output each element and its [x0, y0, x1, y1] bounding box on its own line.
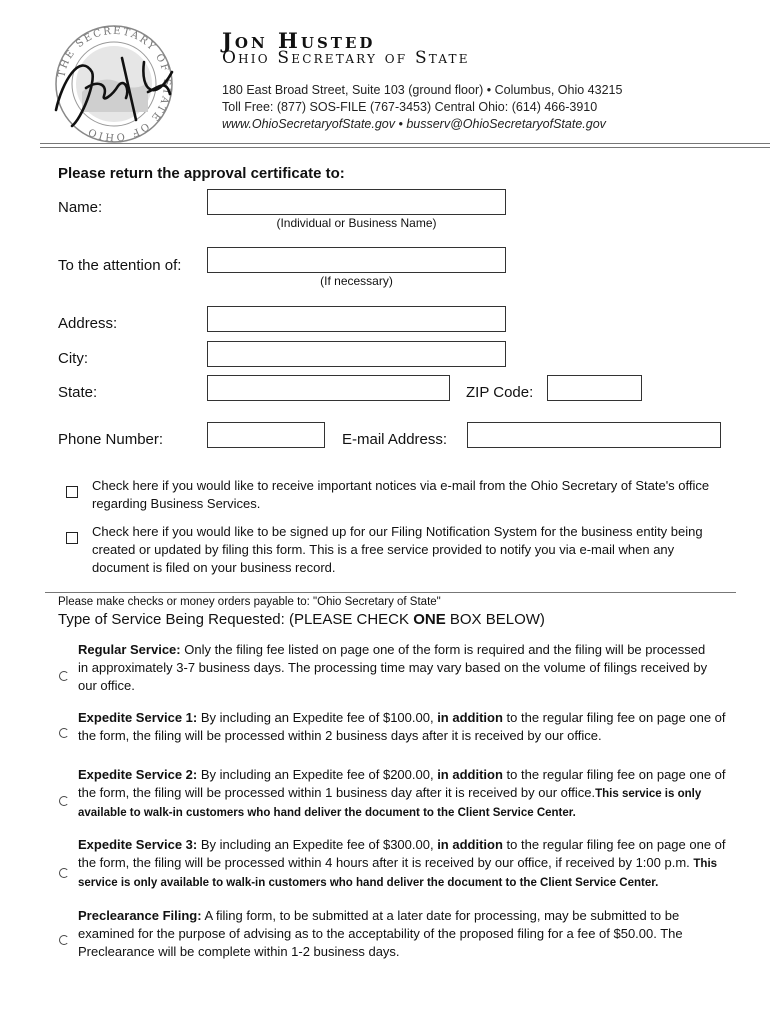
expedite-3-text: Expedite Service 3: By including an Expedite fee of $300.00, in addition to the regular filing fee on page one of the form, the filing will be processed within 4 hours after it is received by our office, if received by 1:00 p.m. This service is only available to walk-in customers who hand deliver the document to the Client Service Center.: [78, 837, 726, 889]
email-input[interactable]: [467, 422, 721, 448]
office-web: www.OhioSecretaryofState.gov • busserv@OhioSecretaryofState.gov: [222, 117, 606, 131]
expedite-1-radio[interactable]: [59, 728, 69, 738]
zip-label: ZIP Code:: [466, 384, 534, 401]
address-input[interactable]: [207, 306, 506, 332]
phone-input[interactable]: [207, 422, 325, 448]
payable-note: Please make checks or money orders payable to: "Ohio Secretary of State": [58, 596, 441, 608]
notification-text: Check here if you would like to be signed up for our Filing Notification System for the business entity being created or updated by filing this form. This is a free service provided to notify you via e-mail when any document is filed on your business record.: [92, 524, 703, 575]
expedite-3-radio[interactable]: [59, 868, 69, 878]
city-input[interactable]: [207, 341, 506, 367]
city-label: City:: [58, 350, 88, 367]
phone-label: Phone Number:: [58, 431, 164, 448]
attention-hint: (If necessary): [320, 274, 393, 288]
state-input[interactable]: [207, 375, 450, 401]
regular-service-text: Regular Service: Only the filing fee listed on page one of the form is required and the filing will be processed in approximately 3-7 business days. The processing time may vary based on the volume of filings received by our office.: [78, 642, 708, 693]
service-heading: Type of Service Being Requested: (PLEASE CHECK ONE BOX BELOW): [58, 611, 545, 628]
office-address: 180 East Broad Street, Suite 103 (ground floor) • Columbus, Ohio 43215: [222, 83, 623, 97]
expedite-2-text: Expedite Service 2: By including an Expedite fee of $200.00, in addition to the regular filing fee on page one of the form, the filing will be processed within 1 business day after it is received by our office.This service is only available to walk-in customers who hand deliver the document to the Client Service Center.: [78, 767, 726, 819]
attention-label: To the attention of:: [58, 257, 182, 274]
one-emphasis: ONE: [413, 611, 446, 628]
notices-checkbox[interactable]: [66, 486, 78, 498]
name-input[interactable]: [207, 189, 506, 215]
name-label: Name:: [58, 199, 103, 216]
notification-checkbox[interactable]: [66, 532, 78, 544]
zip-input[interactable]: [547, 375, 642, 401]
preclearance-text: Preclearance Filing: A filing form, to be submitted at a later date for processing, may be submitted to be examined for the purpose of advising as to the acceptability of the proposed filing for a fee of $50.00. The Preclearance will be complete within 1-2 business days.: [78, 908, 683, 959]
header-divider: [40, 143, 770, 144]
expedite-2-radio[interactable]: [59, 796, 69, 806]
name-hint: (Individual or Business Name): [276, 216, 437, 230]
secretary-of-state-seal: [52, 22, 176, 146]
form-title: Please return the approval certificate to:: [58, 165, 345, 182]
service-divider: [45, 592, 736, 593]
expedite-1-text: Expedite Service 1: By including an Expedite fee of $100.00, in addition to the regular filing fee on page one of the form, the filing will be processed within 2 business days after it is received by our office.: [78, 710, 726, 743]
preclearance-radio[interactable]: [59, 935, 69, 945]
state-label: State:: [58, 384, 98, 401]
official-name: Jon Husted: [222, 28, 376, 53]
office-title: Ohio Secretary of State: [222, 48, 470, 68]
regular-service-radio[interactable]: [59, 671, 69, 681]
notices-text: Check here if you would like to receive important notices via e-mail from the Ohio Secretary of State's office regarding Business Services.: [92, 478, 710, 511]
office-phones: Toll Free: (877) SOS-FILE (767-3453) Central Ohio: (614) 466-3910: [222, 100, 598, 114]
header-divider-2: [40, 147, 770, 148]
svg-text:THE SECRETARY OF STATE OF OHIO: THE SECRETARY OF STATE OF OHIO: [56, 25, 173, 143]
email-label: E-mail Address:: [342, 431, 448, 448]
address-label: Address:: [58, 315, 118, 332]
attention-input[interactable]: [207, 247, 506, 273]
